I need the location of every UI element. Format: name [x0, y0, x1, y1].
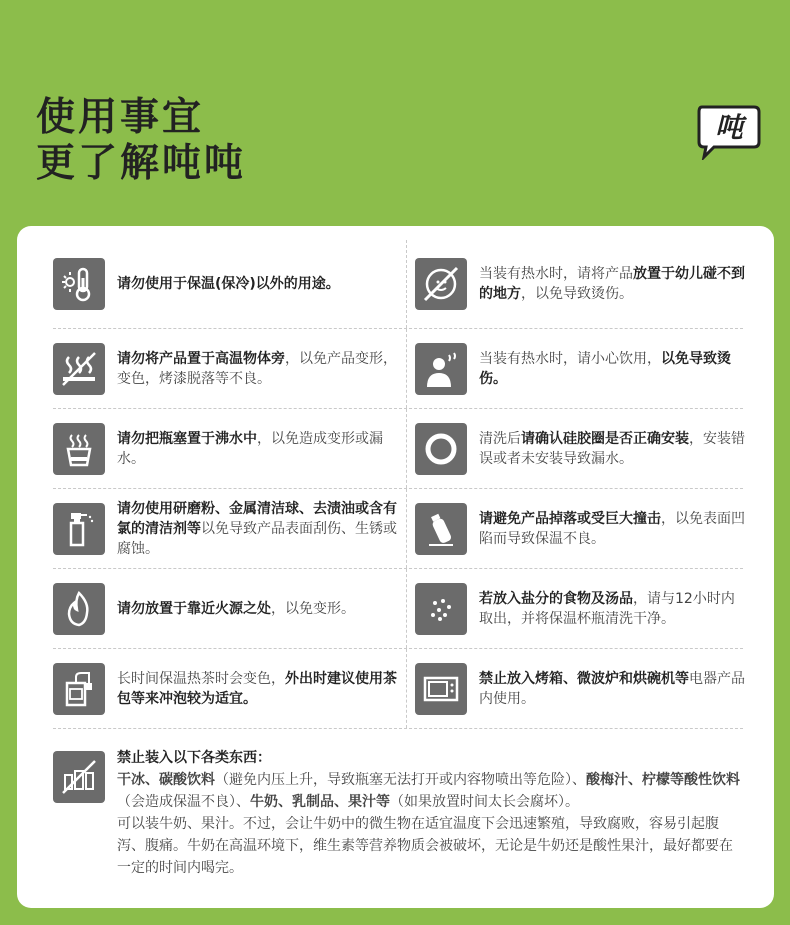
thermometer-icon-graphic	[59, 264, 99, 304]
instruction-text	[117, 669, 398, 709]
instruction-text	[117, 499, 398, 559]
instruction-grid	[53, 240, 743, 729]
instruction-item	[53, 649, 398, 728]
emphasis-text: 放置于幼儿碰不到的地方	[479, 266, 745, 302]
body-text: ，以免表面凹陷而导致保温不良。	[479, 510, 745, 547]
instruction-text	[479, 669, 745, 709]
body-text: ，请与12小时内取出，并将保温杯瓶清洗干净。	[479, 590, 735, 627]
instruction-item	[415, 329, 745, 408]
instruction-text	[479, 509, 745, 549]
emphasis-text: 请勿放置于靠近火源之处	[117, 600, 271, 617]
emphasis-text: 请勿把瓶塞置于沸水中	[117, 430, 257, 447]
ring-icon-graphic	[421, 429, 461, 469]
instruction-item	[415, 649, 745, 728]
emphasis-text: 酸梅汁、柠檬等酸性饮料	[586, 772, 740, 788]
drinking-person-icon-graphic	[421, 349, 461, 389]
falling-bottle-icon	[415, 503, 467, 555]
column-divider	[406, 649, 407, 728]
body-text: 长时间保温热茶时会变色，	[117, 670, 285, 687]
instruction-text	[117, 274, 340, 294]
no-heat-icon-graphic	[59, 349, 99, 389]
bottom-note: 可以装牛奶、果汁。不过，会让牛奶中的微生物在适宜温度下会迅速繁殖，导致腐败，容易引起腹泻、腹痛。牛奶在高温环境下，维生素等营养物质会被破坏，无论是牛奶还是酸性果汁，最好都要在一定的时间内喝完。	[117, 816, 733, 876]
emphasis-text: 若放入盐分的食物及汤品	[479, 590, 633, 607]
bottom-heading: 禁止装入以下各类东西：	[117, 750, 271, 766]
instruction-text	[479, 349, 745, 389]
emphasis-text: 牛奶、乳制品、果汁等	[250, 794, 390, 810]
emphasis-text: 请避免产品掉落或受巨大撞击	[479, 510, 661, 527]
instruction-row	[53, 329, 743, 409]
no-heat-icon	[53, 343, 105, 395]
thermometer-icon	[53, 258, 105, 310]
emphasis-text: 请勿使用研磨粉、金属清洁球、去渍油或含有氯的清洁剂等	[117, 500, 397, 537]
title-line-1: 使用事宜	[36, 95, 205, 140]
column-divider	[406, 409, 407, 488]
instruction-row	[53, 649, 743, 729]
body-text: （如果放置时间太长会腐坏）。	[390, 794, 579, 810]
falling-bottle-icon-graphic	[421, 509, 461, 549]
instruction-item	[53, 409, 398, 488]
instruction-item	[53, 329, 398, 408]
tea-bag-icon-graphic	[59, 669, 99, 709]
tea-bag-icon	[53, 663, 105, 715]
instruction-item	[415, 240, 745, 328]
emphasis-text: 请确认硅胶圈是否正确安装	[521, 430, 689, 447]
bottom-text	[117, 747, 745, 879]
no-drinks-icon	[53, 751, 105, 803]
instruction-row	[53, 240, 743, 329]
spray-bottle-icon-graphic	[59, 509, 99, 549]
no-drinks-icon-graphic	[59, 757, 99, 797]
column-divider	[406, 569, 407, 648]
boiling-cup-icon-graphic	[59, 429, 99, 469]
body-text: 当装有热水时，请将产品	[479, 266, 633, 282]
column-divider	[406, 329, 407, 408]
no-baby-icon-graphic	[421, 264, 461, 304]
instruction-text	[117, 429, 398, 469]
column-divider	[406, 240, 407, 328]
microwave-icon	[415, 663, 467, 715]
microwave-icon-graphic	[421, 669, 461, 709]
instruction-text	[479, 264, 745, 304]
body-text: （避免内压上升，导致瓶塞无法打开或内容物喷出等危险）、	[215, 772, 586, 788]
speech-bubble-logo	[696, 104, 762, 160]
title-line-2: 更了解吨吨	[36, 141, 247, 186]
salt-dots-icon-graphic	[421, 589, 461, 629]
ring-icon	[415, 423, 467, 475]
body-text: ，以免导致烫伤。	[521, 286, 633, 302]
body-text: （会造成保温不良）、	[117, 794, 250, 810]
instruction-text	[479, 589, 745, 629]
emphasis-text: 禁止放入烤箱、微波炉和烘碗机等	[479, 670, 689, 687]
body-text: 清洗后	[479, 430, 521, 447]
instruction-item	[415, 489, 745, 568]
drinking-person-icon	[415, 343, 467, 395]
instruction-row	[53, 489, 743, 569]
bottom-forbidden-list	[117, 769, 745, 813]
instruction-item	[415, 409, 745, 488]
instruction-item	[415, 569, 745, 648]
body-text: ，以免变形。	[271, 600, 355, 617]
instruction-row	[53, 569, 743, 649]
instruction-item	[53, 240, 398, 328]
instruction-row	[53, 409, 743, 489]
emphasis-text: 请勿将产品置于高温物体旁	[117, 350, 285, 367]
usage-card	[17, 226, 774, 908]
fire-icon-graphic	[59, 589, 99, 629]
boiling-cup-icon	[53, 423, 105, 475]
emphasis-text: 干冰、碳酸饮料	[117, 772, 215, 788]
body-text: ，以免造成变形或漏水。	[117, 430, 383, 467]
page-header	[36, 95, 246, 187]
body-text: ，安装错误或者未安装导致漏水。	[479, 430, 745, 467]
instruction-text	[117, 599, 355, 619]
body-text: 当装有热水时，请小心饮用，	[479, 350, 661, 367]
body-text: 以免导致产品表面刮伤、生锈或腐蚀。	[117, 520, 397, 557]
instruction-text	[117, 349, 398, 389]
instruction-item	[53, 489, 398, 568]
body-text: 电器产品内使用。	[479, 670, 745, 707]
instruction-text	[479, 429, 745, 469]
emphasis-text: 请勿使用于保温(保冷)以外的用途。	[117, 276, 340, 292]
badge-text: 吨	[714, 111, 744, 144]
emphasis-text: 以免导致烫伤。	[479, 350, 731, 387]
no-baby-icon	[415, 258, 467, 310]
body-text: ，以免产品变形，变色，烤漆脱落等不良。	[117, 350, 397, 387]
emphasis-text: 外出时建议使用茶包等来冲泡较为适宜。	[117, 670, 397, 707]
bottom-section	[53, 747, 745, 879]
fire-icon	[53, 583, 105, 635]
salt-dots-icon	[415, 583, 467, 635]
instruction-item	[53, 569, 398, 648]
column-divider	[406, 489, 407, 568]
spray-bottle-icon	[53, 503, 105, 555]
